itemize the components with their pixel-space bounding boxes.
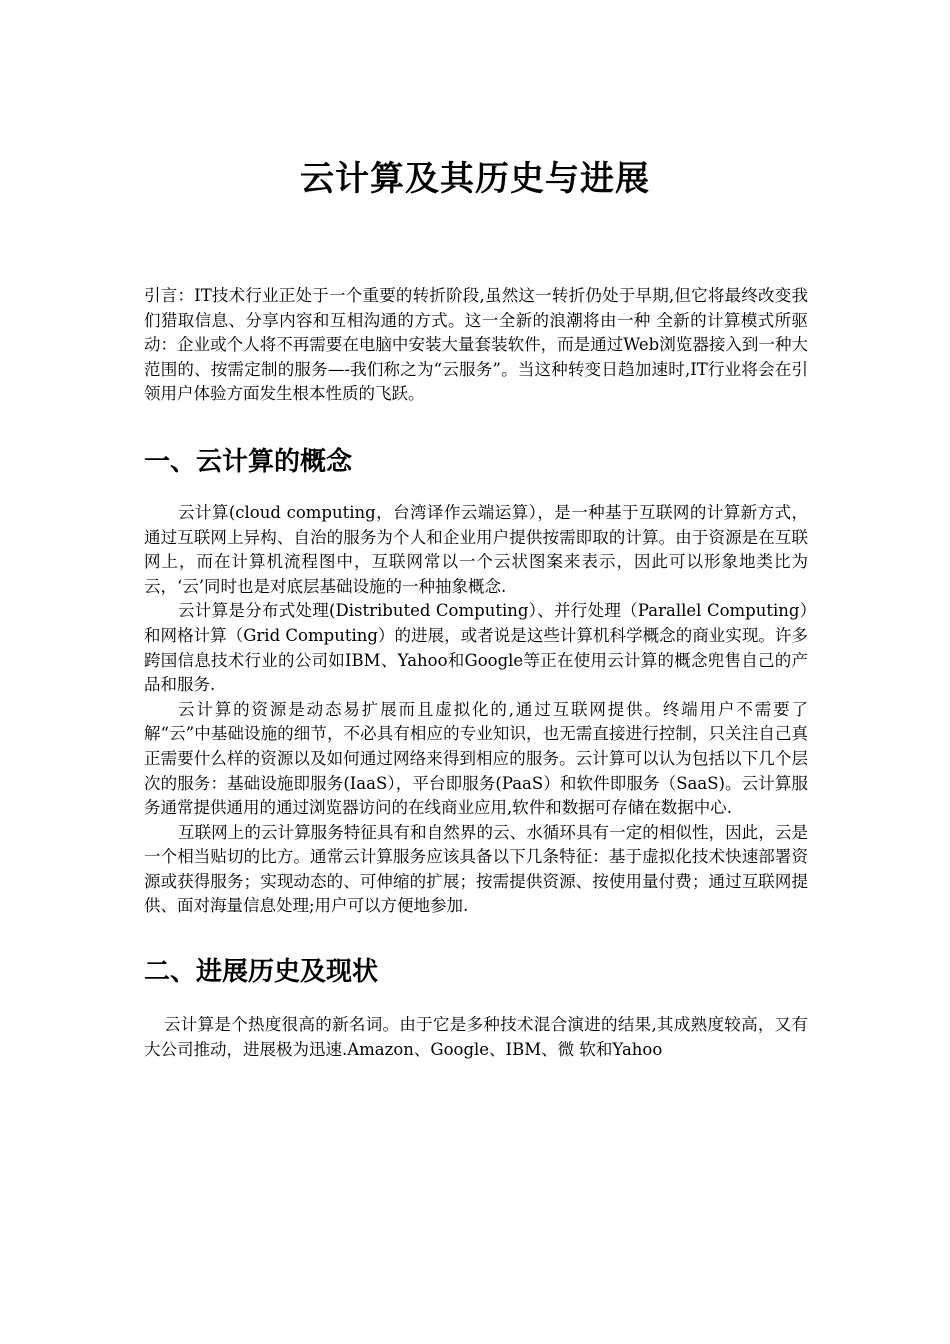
document-body xyxy=(144,284,808,1062)
concept-paragraph-2: 云计算是分布式处理(Distributed Computing）、并行处理（Parallel Computing）和网格计算（Grid Computing）的进展，或者说是这些计算机科学概念的商业实现。许多跨国信息技术行业的公司如IBM、Yahoo和Google等正在使用云计算的概念兜售自己的产品和服务. xyxy=(144,601,808,695)
section-heading-history: 二、进展历史及现状 xyxy=(144,957,379,988)
history-paragraph-1: 云计算是个热度很高的新名词。由于它是多种技术混合演进的结果,其成熟度较高，又有大公司推动，进展极为迅速.Amazon、Google、IBM、微 软和Yahoo xyxy=(144,1015,808,1059)
document-title: 云计算及其历史与进展 xyxy=(300,159,650,199)
concept-paragraph-4: 互联网上的云计算服务特征具有和自然界的云、水循环具有一定的相似性，因此，云是一个相当贴切的比方。通常云计算服务应该具备以下几条特征：基于虚拟化技术快速部署资源或获得服务；实现动态的、可伸缩的扩展；按需提供资源、按使用量付费；通过互联网提供、面对海量信息处理;用户可以方便地参加. xyxy=(144,822,808,916)
concept-paragraph-1: 云计算(cloud computing，台湾译作云端运算），是一种基于互联网的计算新方式，通过互联网上异构、自治的服务为个人和企业用户提供按需即取的计算。由于资源是在互联网上，而在计算机流程图中，互联网常以一个云状图案来表示，因此可以形象地类比为云，‘云’同时也是对底层基础设施的一种抽象概念. xyxy=(144,502,808,596)
intro-paragraph: 引言：IT技术行业正处于一个重要的转折阶段,虽然这一转折仍处于早期,但它将最终改变我们猎取信息、分享内容和互相沟通的方式。这一全新的浪潮将由一种 全新的计算模式所驱动：企业或个人将不再需要在电脑中安装大量套装软件，而是通过Web浏览器接入到一种大范围的、按需定制的服务—-我们称之为“云服务”。当这种转变日趋加速时,IT行业将会在引领用户体验方面发生根本性质的飞跃。 xyxy=(144,286,808,404)
section-heading-concept: 一、云计算的概念 xyxy=(144,446,353,477)
concept-paragraph-3: 云计算的资源是动态易扩展而且虚拟化的,通过互联网提供。终端用户不需要了解“云”中基础设施的细节，不必具有相应的专业知识，也无需直接进行控制，只关注自己真正需要什么样的资源以及如何通过网络来得到相应的服务。云计算可以认为包括以下几个层次的服务：基础设施即服务(IaaS），平台即服务(PaaS）和软件即服务（SaaS)。云计算服务通常提供通用的通过浏览器访问的在线商业应用,软件和数据可存储在数据中心. xyxy=(144,699,808,818)
